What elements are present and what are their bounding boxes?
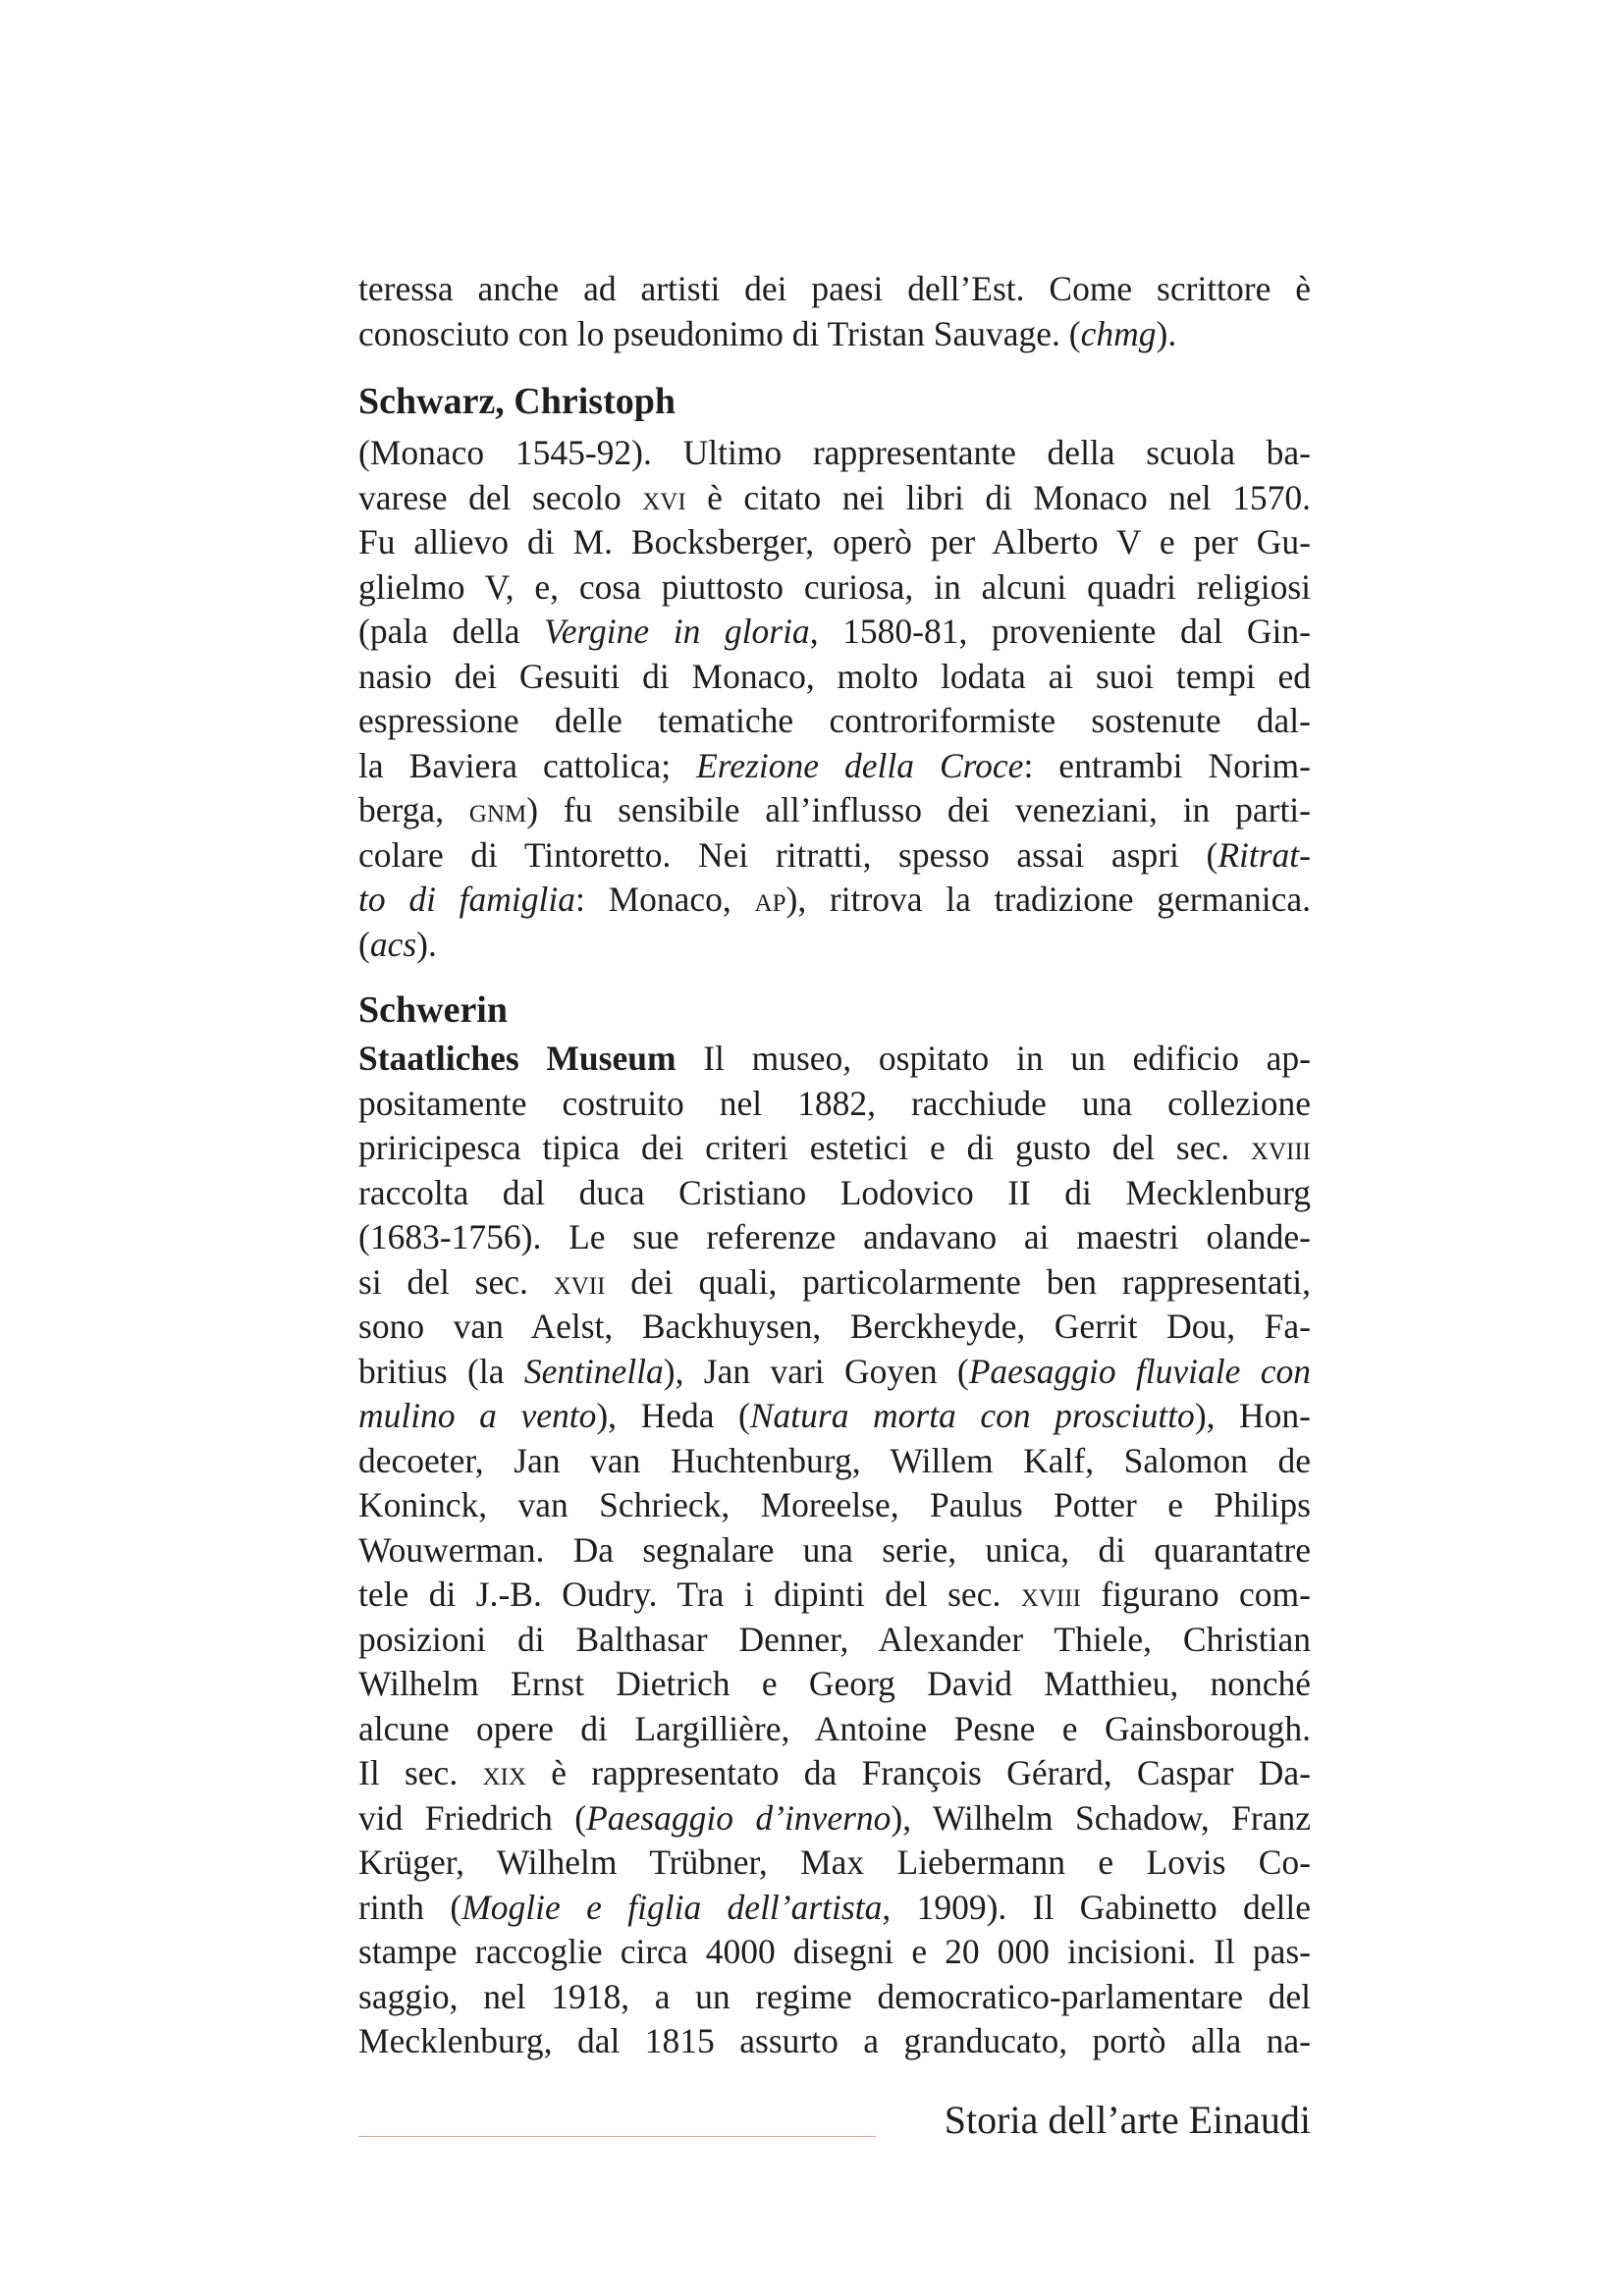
text-line: glielmo V, e, cosa piuttosto curiosa, in alcuni quadri religiosi (358, 566, 1311, 607)
text-line: berga, gnm) fu sensibile all’influsso dei veneziani, in parti- (358, 790, 1311, 829)
footer-publisher: Storia dell’arte Einaudi (944, 2098, 1311, 2142)
text-line: tele di J.-B. Oudry. Tra i dipinti del sec. xviii figurano com- (358, 1575, 1311, 1614)
text-line: Wilhelm Ernst Dietrich e Georg David Matthieu, nonché (358, 1664, 1311, 1703)
text-line: (1683-1756). Le sue referenze andavano ai maestri olande- (358, 1217, 1311, 1256)
text-line: Staatliches Museum Il museo, ospitato in un edificio ap- (358, 1039, 1311, 1078)
entry-heading-schwarz: Schwarz, Christoph (358, 381, 676, 422)
text-line: conosciuto con lo pseudonimo di Tristan Sauvage. (chmg). (358, 313, 1177, 353)
text-line: la Baviera cattolica; Erezione della Croce: entrambi Norim- (358, 745, 1311, 785)
footer-rule (358, 2136, 876, 2137)
text-line: rinth (Moglie e figlia dell’artista, 1909). Il Gabinetto delle (358, 1887, 1311, 1927)
text-line: stampe raccoglie circa 4000 disegni e 20 000 incisioni. Il pas- (358, 1932, 1311, 1971)
text-line: sono van Aelst, Backhuysen, Berckheyde, Gerrit Dou, Fa- (358, 1307, 1311, 1346)
text-line: saggio, nel 1918, a un regime democratico-parlamentare del (358, 1976, 1311, 2016)
text-line: (Monaco 1545-92). Ultimo rappresentante della scuola ba- (358, 433, 1311, 472)
text-line: decoeter, Jan van Huchtenburg, Willem Kalf, Salomon de (358, 1440, 1311, 1480)
page-footer (358, 2093, 1311, 2152)
text-line: Wouwerman. Da segnalare una serie, unica, di quarantatre (358, 1529, 1311, 1570)
entry-heading-schwerin: Schwerin (358, 989, 508, 1031)
text-line: vid Friedrich (Paesaggio d’inverno), Wilhelm Schadow, Franz (358, 1797, 1311, 1838)
text-line: posizioni di Balthasar Denner, Alexander Thiele, Christian (358, 1619, 1311, 1659)
text-line: raccolta dal duca Cristiano Lodovico II di Mecklenburg (358, 1172, 1311, 1212)
text-line: britius (la Sentinella), Jan vari Goyen (Paesaggio fluviale con (358, 1351, 1311, 1391)
museum-name: Staatliches Museum (358, 1039, 676, 1078)
intro-paragraph (358, 267, 1311, 356)
entry-body-schwarz (358, 431, 1311, 967)
text-line: (pala della Vergine in gloria, 1580-81, proveniente dal Gin- (358, 612, 1311, 651)
text-line: Koninck, van Schrieck, Moreelse, Paulus Potter e Philips (358, 1485, 1311, 1524)
text-line: Il sec. xix è rappresentato da François Gérard, Caspar Da- (358, 1753, 1311, 1792)
text-line: priricipesca tipica dei criteri estetici e di gusto del sec. xviii (358, 1128, 1311, 1167)
text-line: nasio dei Gesuiti di Monaco, molto lodata ai suoi tempi ed (358, 656, 1311, 696)
text-line: mulino a vento), Heda (Natura morta con prosciutto), Hon- (358, 1396, 1312, 1435)
text-line: espressione delle tematiche controriformiste sostenute dal- (358, 701, 1311, 740)
text-line: to di famiglia: Monaco, ap), ritrova la tradizione germanica. (358, 880, 1311, 919)
text-line: Mecklenburg, dal 1815 assurto a granducato, portò alla na- (358, 2021, 1311, 2060)
text-line: colare di Tintoretto. Nei ritratti, spesso assai aspri (Ritrat- (358, 834, 1311, 875)
text-line: alcune opere di Largillière, Antoine Pesne e Gainsborough. (358, 1708, 1311, 1748)
text-column (358, 267, 1311, 2064)
text-line: teressa anche ad artisti dei paesi dell’Est. Come scrittore è (358, 269, 1311, 308)
entry-body-schwerin (358, 1037, 1311, 2064)
text-line: Fu allievo di M. Bocksberger, operò per Alberto V e per Gu- (358, 522, 1311, 561)
text-line: si del sec. xvii dei quali, particolarmente ben rappresentati, (358, 1261, 1311, 1302)
text-line: (acs). (358, 924, 437, 964)
text-line: positamente costruito nel 1882, racchiude una collezione (358, 1083, 1311, 1123)
text-line: Krüger, Wilhelm Trübner, Max Liebermann e Lovis Co- (358, 1842, 1311, 1882)
text-line: varese del secolo xvi è citato nei libri di Monaco nel 1570. (358, 477, 1312, 517)
